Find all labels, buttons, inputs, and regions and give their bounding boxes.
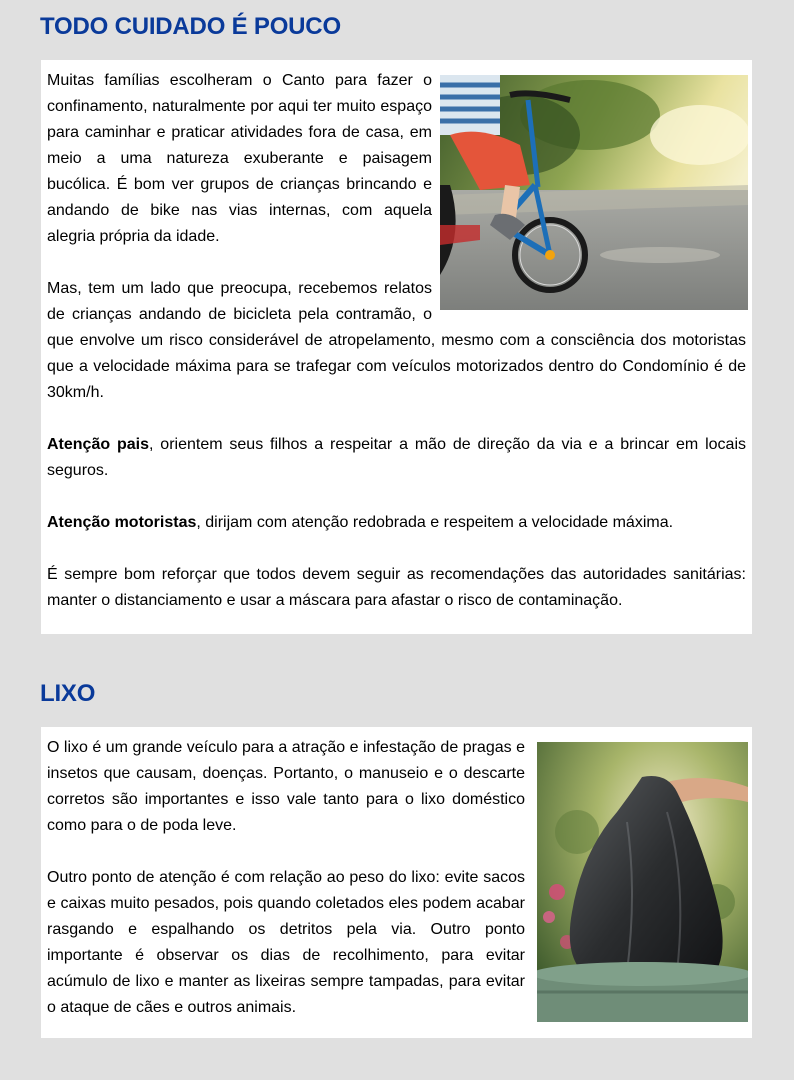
child-riding-bicycle-photo bbox=[440, 75, 748, 310]
paragraph: Outro ponto de atenção é com relação ao peso do lixo: evite sacos e caixas muito pesados, pois quando coletados eles podem acabar rasgando e espalhando os detritos pela via. Outro ponto importante é observar os dias de recolhimento, para evitar acúmulo de lixo e manter as lixeiras sempre tampadas, para evitar o ataque de cães e outros animais. bbox=[47, 869, 525, 1016]
paragraph: O lixo é um grande veículo para a atração e infestação de pragas e insetos que causam, doenças. Portanto, o manuseio e o descarte corretos são importantes e isso vale tanto para o lixo doméstico como para o de poda leve. bbox=[47, 739, 525, 834]
garbage-bag-in-bin-photo bbox=[537, 742, 748, 1022]
section-title-lixo: LIXO bbox=[40, 680, 96, 707]
paragraph-text: , dirijam com atenção redobrada e respeitem a velocidade máxima. bbox=[196, 514, 674, 531]
paragraph: É sempre bom reforçar que todos devem seguir as recomendações das autoridades sanitárias: manter o distanciamento e usar a máscara para afastar o risco de contaminação. bbox=[47, 566, 746, 609]
paragraph bbox=[47, 510, 746, 536]
paragraph: Mas, tem um lado que preocupa, recebemos relatos de crianças andando de bicicleta pela contramão, o que envolve um risco considerável de atropelamento, mesmo com a consciência dos motoristas que a velocidade máxima para se trafegar com veículos motorizados dentro do Condomínio é de 30km/h. bbox=[47, 280, 746, 401]
bold-lead-text: Atenção motoristas bbox=[47, 514, 197, 531]
article-card-todo-cuidado bbox=[41, 60, 752, 634]
paragraph-text: , orientem seus filhos a respeitar a mão de direção da via e a brincar em locais seguros. bbox=[47, 436, 746, 479]
section-title-todo-cuidado: TODO CUIDADO É POUCO bbox=[40, 13, 341, 40]
paragraph: Muitas famílias escolheram o Canto para fazer o confinamento, naturalmente por aqui ter muito espaço para caminhar e praticar atividades fora de casa, em meio a uma natureza exuberante e paisagem bucólica. É bom ver grupos de crianças brincando e andando de bike nas vias internas, com aquela alegria própria da idade. bbox=[47, 72, 432, 245]
paragraph bbox=[47, 432, 746, 484]
bold-lead-text: Atenção pais bbox=[47, 436, 149, 453]
article-card-lixo bbox=[41, 727, 752, 1038]
